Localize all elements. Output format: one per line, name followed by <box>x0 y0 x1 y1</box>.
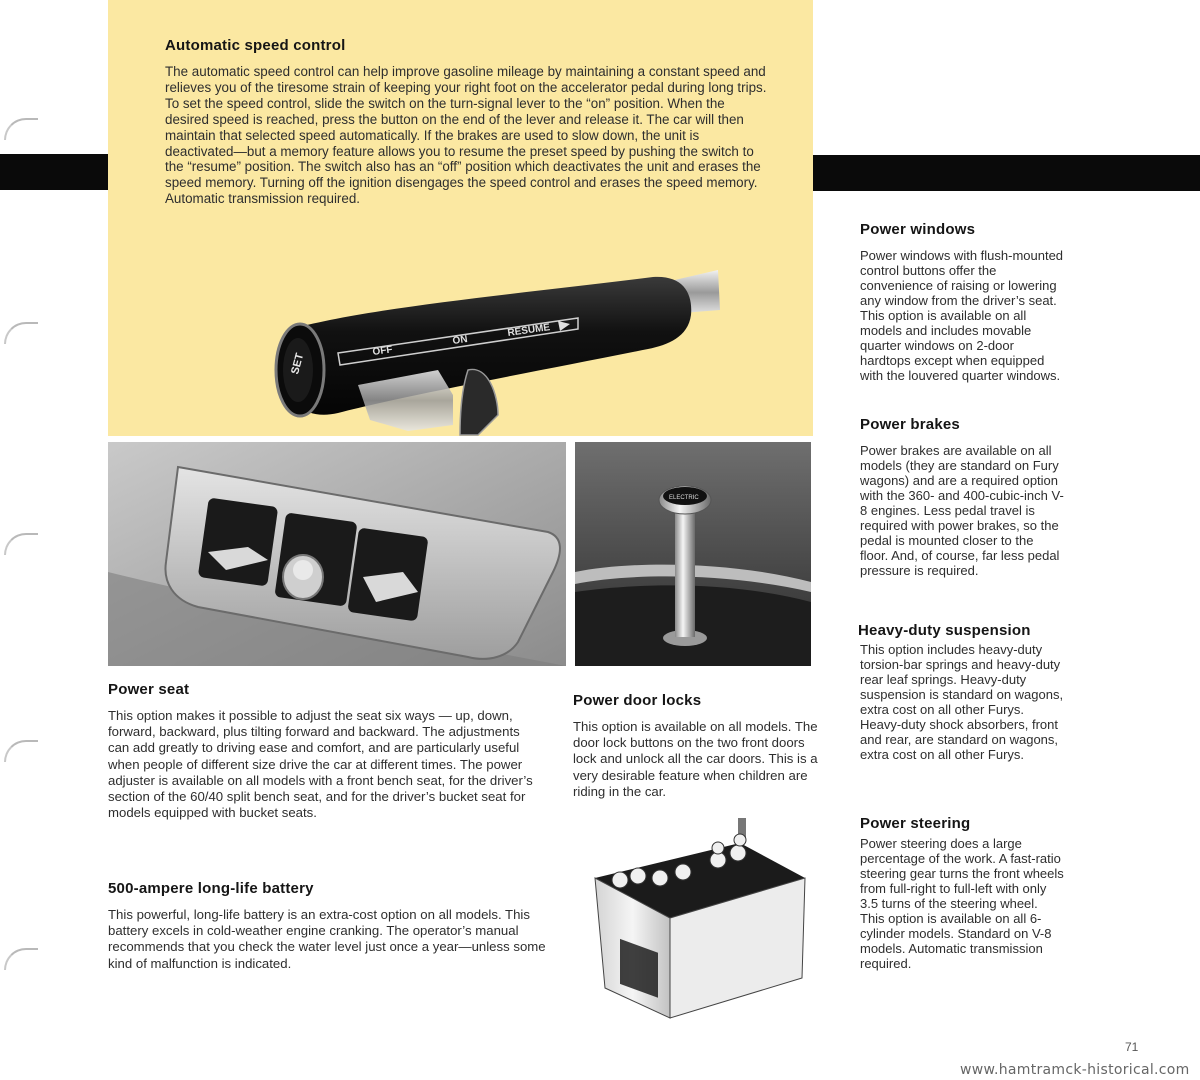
power-seat-heading: Power seat <box>108 681 190 698</box>
website-credit: www.hamtramck-historical.com <box>960 1062 1190 1078</box>
power-brakes-heading: Power brakes <box>860 416 960 433</box>
power-brakes-text: Power brakes are available on all models (they are standard on Fury wagons) and are a required option with the 360- and 400-cubic-inch V-8 engines. Less pedal travel is required with power brakes, so the pedal is mounted closer to the floor. And, of course, far less pedal pressure is required. <box>860 443 1064 578</box>
binder-hole <box>4 948 38 970</box>
power-seat-text: This option makes it possible to adjust the seat six ways — up, down, forward, backward, plus tilting forward and backward. The adjustments can add greatly to driving ease and comfort, and are particularly useful when people of different size drive the car at different times. The power adjuster is available on all models with a front bench seat, for the driver’s section of the 60/40 split bench seat, and for the driver’s bucket seat for models equipped with bucket seats. <box>108 708 533 821</box>
black-bar-left <box>0 154 108 190</box>
lever-set-label: SET <box>289 351 307 376</box>
black-bar-right <box>813 155 1200 191</box>
power-windows-text: Power windows with flush-mounted control buttons offer the convenience of raising or lowering any window from the driver’s seat. This option is available on all models and includes movable quarter windows on 2-door hardtops except when equipped with the louvered quarter windows. <box>860 248 1064 383</box>
battery-heading: 500-ampere long-life battery <box>108 880 314 897</box>
battery-photo <box>590 818 810 1028</box>
lever-off-label: OFF <box>371 344 394 358</box>
door-locks-heading: Power door locks <box>573 692 702 709</box>
binder-hole <box>4 740 38 762</box>
door-locks-text: This option is available on all models. The door lock buttons on the two front doors lock and unlock all the car doors. This is a very desirable feature when children are riding in the car. <box>573 719 818 799</box>
lever-resume-label: RESUME <box>506 322 551 339</box>
power-steering-text: Power steering does a large percentage of the work. A fast-ratio steering gear turns the front wheels from full-right to full-left with only 3.5 turns of the steering wheel. This option is available on all 6-cylinder models. Standard on V-8 models. Automatic transmission required. <box>860 836 1064 971</box>
speed-control-lever-photo <box>108 245 813 436</box>
power-windows-heading: Power windows <box>860 221 976 238</box>
power-steering-heading: Power steering <box>860 815 971 832</box>
door-lock-knob-photo <box>575 442 811 666</box>
battery-text: This powerful, long-life battery is an extra-cost option on all models. This battery excels in cold-weather engine cranking. The operator’s manual recommends that you check the water level just once a year—unless some kind of malfunction is indicated. <box>108 907 546 971</box>
speed-control-text: The automatic speed control can help improve gasoline mileage by maintaining a constant speed and relieves you of the tiresome strain of keeping your right foot on the accelerator pedal during long trips. To set the speed control, slide the switch on the turn-signal lever to the “on” position. When the desired speed is reached, press the button on the end of the lever and release it. The car will then maintain that selected speed automatically. If the brakes are used to slow down, the unit is deactivated—but a memory feature allows you to resume the preset speed by pushing the switch to the “resume” position. The switch also has an “off” position which deactivates the unit and erases the speed memory. Turning off the ignition disengages the speed control and erases the speed memory. Automatic transmission required. <box>165 64 767 207</box>
binder-hole <box>4 533 38 555</box>
suspension-heading: Heavy-duty suspension <box>858 622 1031 639</box>
lever-on-label: ON <box>451 333 469 347</box>
binder-hole <box>4 322 38 344</box>
suspension-text: This option includes heavy-duty torsion-bar springs and heavy-duty rear leaf springs. Heavy-duty suspension is standard on wagons, extra cost on all other Furys. Heavy-duty shock absorbers, front and rear, are standard on wagons, extra cost on all other Furys. <box>860 642 1064 762</box>
door-knob-label: ELECTRIC <box>669 495 699 501</box>
page-number: 71 <box>1125 1040 1139 1054</box>
speed-control-heading: Automatic speed control <box>165 37 346 54</box>
binder-hole <box>4 118 38 140</box>
power-seat-switch-photo <box>108 442 566 666</box>
